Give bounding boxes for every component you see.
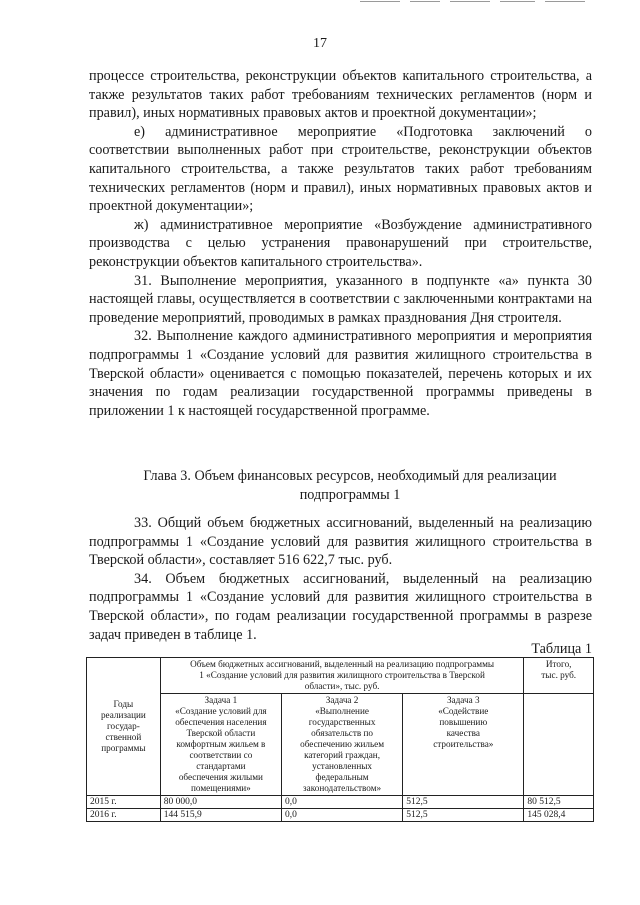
task1-header: Задача 1 «Создание условий для обеспечения населения Тверской области комфортным жильем в соответствии со стандартами обеспечения жилыми помещениями» — [160, 694, 281, 796]
paragraph: ж) административное мероприятие «Возбуждение административного производства с целью устранения правонарушений при строительстве, реконструкции объектов капитального строительства». — [89, 216, 592, 270]
paragraph: 32. Выполнение каждого административного мероприятия и мероприятия подпрограммы 1 «Создание условий для развития жилищного строительства в Тверской области» оценивается с помощью показателей, перечень которых и их значения по годам реализации государственной программы приведены в приложении 1 к настоящей государственной программе. — [89, 328, 593, 419]
year-header: Годы реализации государ- ственной программы — [87, 658, 161, 796]
paragraph: процессе строительства, реконструкции объектов капитального строительства, а также результатов таких работ требованиям технических регламентов (норм и правил), иных нормативных правовых актов и проектной документации»; — [89, 68, 592, 122]
table-row — [87, 809, 594, 822]
row-total: 80 512,5 — [524, 796, 594, 809]
paragraph: 34. Объем бюджетных ассигнований, выделенный на реализацию подпрограммы 1 «Создание условий для развития жилищного строительства в Тверской области», по годам реализации государственной программы в разрезе задач приведен в таблице 1. — [89, 570, 593, 643]
body-text-top — [89, 67, 592, 420]
row-total: 145 028,4 — [524, 809, 594, 822]
page-number: 17 — [313, 36, 327, 51]
body-text-bottom — [89, 514, 592, 644]
total-header: Итого, тыс. руб. — [524, 658, 594, 694]
row-task2: 0,0 — [281, 809, 402, 822]
paragraph: 33. Общий объем бюджетных ассигнований, выделенный на реализацию подпрограммы 1 «Создание условий для развития жилищного строительства в Тверской области», составляет 516 622,7 тыс. руб. — [89, 515, 592, 569]
row-year: 2015 г. — [87, 796, 161, 809]
task2-header: Задача 2 «Выполнение государственных обязательств по обеспечению жильем категорий граждан, установленных федеральным законодательством» — [281, 694, 402, 796]
row-task2: 0,0 — [281, 796, 402, 809]
chapter-title: Глава 3. Объем финансовых ресурсов, необходимый для реализации подпрограммы 1 — [143, 468, 557, 503]
budget-table — [86, 657, 594, 822]
scan-marks — [360, 0, 610, 4]
row-task3: 512,5 — [403, 796, 524, 809]
paragraph: е) административное мероприятие «Подготовка заключений о соответствии выполненных работ при строительстве, реконструкции объектов капитального строительства, а также результатов таких работ требованиям технических регламентов (норм и правил), иных нормативных правовых актов и проектной документации»; — [89, 123, 593, 215]
task3-header: Задача 3 «Содействие повышению качества строительства» — [403, 694, 524, 796]
row-task1: 80 000,0 — [160, 796, 281, 809]
row-year: 2016 г. — [87, 809, 161, 822]
budget-group-header: Объем бюджетных ассигнований, выделенный на реализацию подпрограммы 1 «Создание условий для развития жилищного строительства в Тверской области», тыс. руб. — [160, 658, 524, 694]
table-caption: Таблица 1 — [531, 641, 592, 657]
row-task3: 512,5 — [403, 809, 524, 822]
paragraph: 31. Выполнение мероприятия, указанного в подпункте «а» пункта 30 настоящей главы, осуществляется в соответствии с заключенными контрактами на проведение мероприятий, проводимых в рамках празднования Дня строителя. — [89, 272, 593, 326]
total-header-empty — [524, 694, 594, 796]
row-task1: 144 515,9 — [160, 809, 281, 822]
table-row — [87, 796, 594, 809]
